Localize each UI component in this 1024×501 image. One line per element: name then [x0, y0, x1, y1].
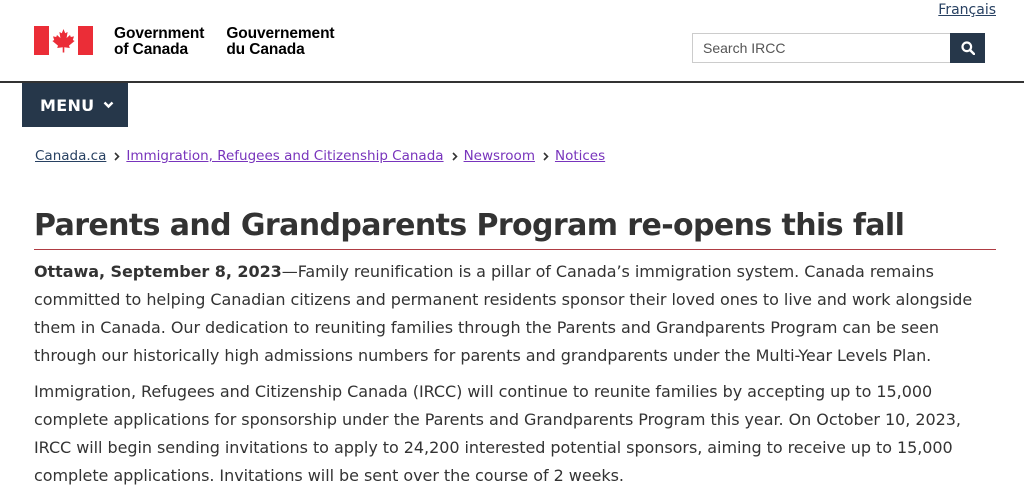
wordmark-fr-line1: Gouvernement: [226, 25, 335, 42]
breadcrumb-newsroom[interactable]: Newsroom: [463, 148, 535, 164]
wordmark-english: [114, 26, 204, 58]
chevron-right-icon: [543, 152, 549, 161]
article-paragraph-2: Immigration, Refugees and Citizenship Canada (IRCC) will continue to reunite families by accepting up to 15,000 complete applications for sponsorship under the Parents and Grandparents Program this year. On October 10, 2023, IRCC will begin sending invitations to apply to 24,200 interested potential sponsors, aiming to receive up to 15,000 complete applications. Invitations will be sent over the course of 2 weeks.: [34, 382, 961, 485]
menu-button[interactable]: [22, 83, 128, 127]
canada-flag-icon: [34, 26, 93, 55]
search-button[interactable]: [950, 33, 985, 63]
menu-label: MENU: [40, 95, 95, 115]
breadcrumb-notices[interactable]: Notices: [554, 148, 606, 164]
article-paragraph-1-text: —Family reunification is a pillar of Canada’s immigration system. Canada remains committed to helping Canadian citizens and permanent residents sponsor their loved ones to live and work alongside them in Canada. Our dedication to reuniting families through the Parents and Grandparents Program can be seen through our historically high admissions numbers for parents and grandparents under the Multi-Year Levels Plan.: [34, 262, 973, 365]
chevron-right-icon: [452, 152, 458, 161]
chevron-right-icon: [114, 152, 120, 161]
search-icon: [961, 41, 975, 55]
breadcrumb-ircc[interactable]: Immigration, Refugees and Citizenship Canada: [126, 148, 444, 164]
article-dateline: Ottawa, September 8, 2023: [34, 262, 282, 281]
breadcrumb-canada-ca[interactable]: Canada.ca: [35, 148, 107, 164]
chevron-down-icon: [103, 101, 114, 109]
header-divider: [0, 81, 1024, 83]
breadcrumb: [35, 148, 605, 164]
government-of-canada-signature[interactable]: [34, 26, 335, 58]
search-input[interactable]: [692, 33, 950, 63]
wordmark-en-line2: of Canada: [114, 41, 189, 58]
page-title: Parents and Grandparents Program re-opens this fall: [34, 208, 996, 250]
wordmark-en-line1: Government: [114, 25, 205, 42]
wordmark-french: [226, 26, 334, 58]
site-search: [692, 33, 985, 63]
article-paragraph-1: [34, 258, 1002, 370]
language-toggle-link[interactable]: Français: [938, 2, 996, 18]
wordmark-fr-line2: du Canada: [226, 41, 305, 58]
